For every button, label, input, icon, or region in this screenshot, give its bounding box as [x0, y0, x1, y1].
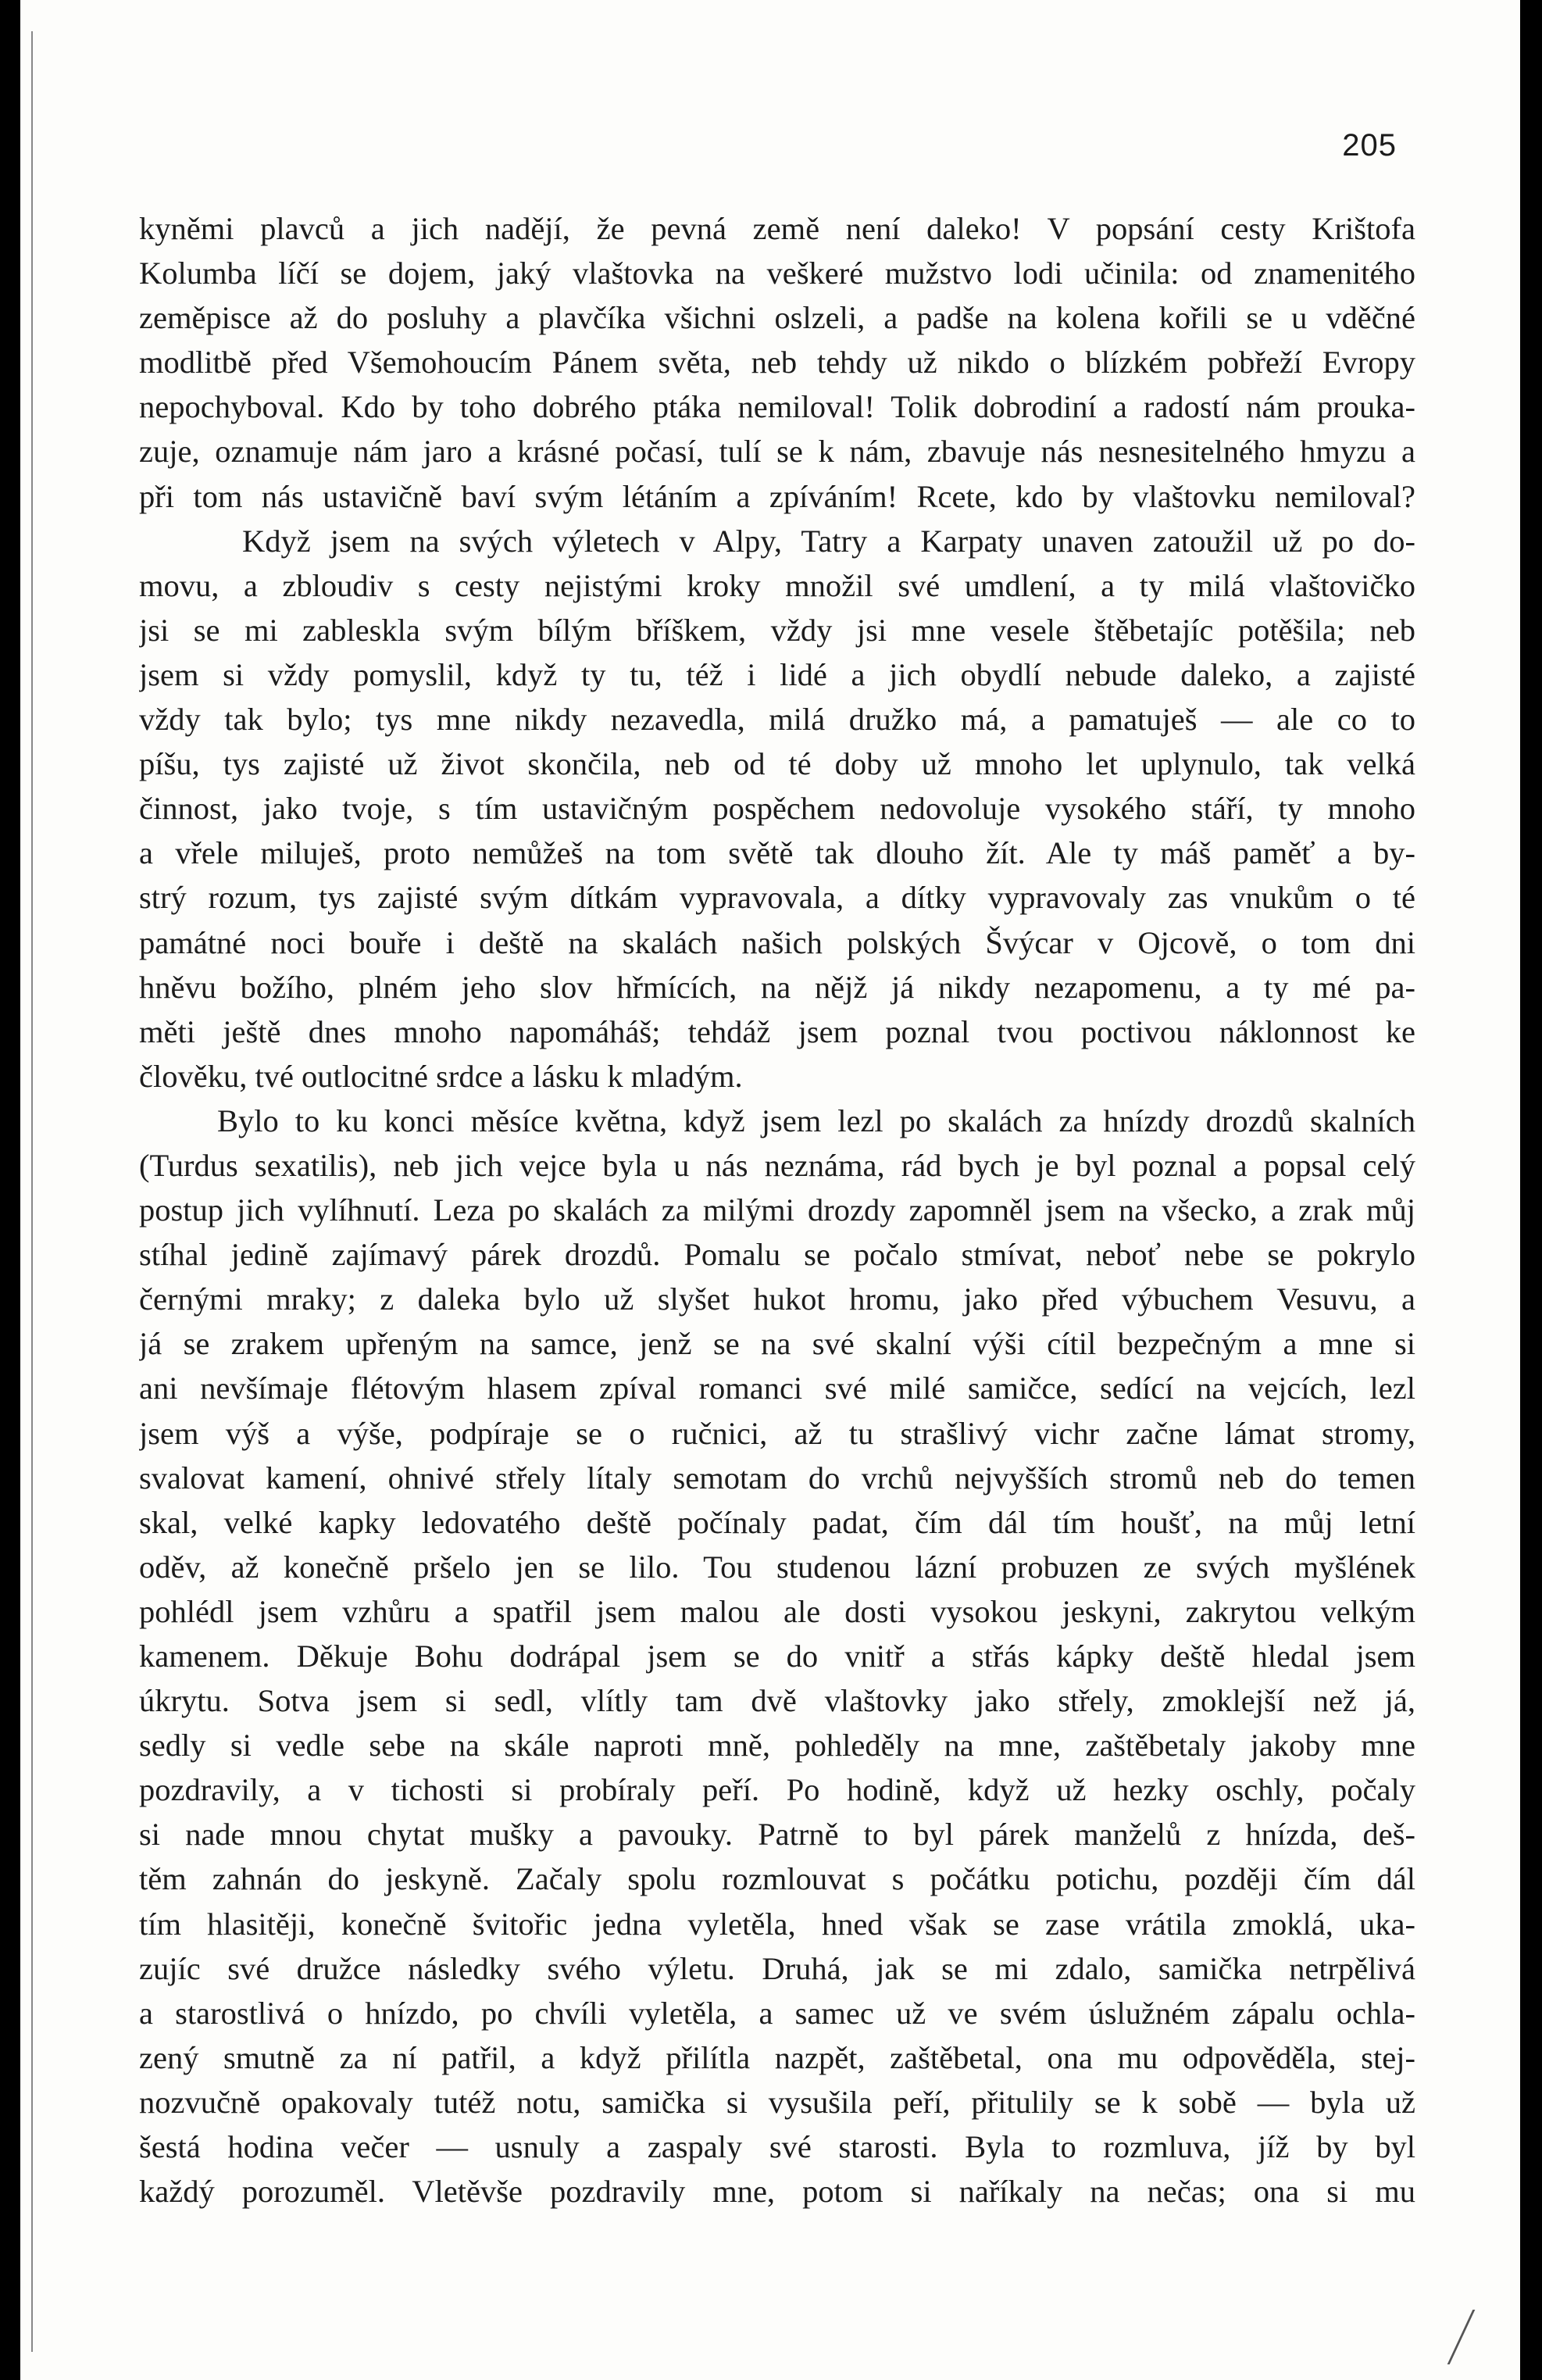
text-line: šestá hodina večer — usnuly a zaspaly své starosti. Byla to rozmluva, jíž by byl — [139, 2129, 1415, 2165]
text-line: zuje, oznamuje nám jaro a krásné počasí, tulí se k nám, zbavuje nás nesnesitelného hmyzu a — [139, 434, 1415, 470]
text-line: památné noci bouře i deště na skalách našich polských Švýcar v Ojcově, o tom dni — [139, 924, 1415, 960]
text-line: těm zahnán do jeskyně. Začaly spolu rozmlouvat s počátku potichu, později čím dál — [139, 1861, 1415, 1897]
text-line: jsem si vždy pomyslil, když ty tu, též i lidé a jich obydlí nebude daleko, a zajisté — [139, 656, 1415, 692]
text-line: jsem výš a výše, podpíraje se o ručnici, až tu strašlivý vichr začne lámat stromy, — [139, 1415, 1415, 1451]
text-line: já se zrakem upřeným na samce, jenž se na své skalní výši cítil bezpečným a mne si — [139, 1326, 1415, 1362]
text-line: sedly si vedle sebe na skále naproti mně, pohleděly na mne, zaštěbetaly jakoby mne — [139, 1728, 1415, 1764]
text-line: zeměpisce až do posluhy a plavčíka všichni oslzeli, a padše na kolena kořili se u vděčné — [139, 300, 1415, 336]
text-line: činnost, jako tvoje, s tím ustavičným pospěchem nedovoluje vysokého stáří, ty mnoho — [139, 791, 1415, 827]
text-line: (Turdus sexatilis), neb jich vejce byla u nás neznáma, rád bych je byl poznal a popsal celý — [139, 1147, 1415, 1183]
text-line: ani nevšímaje flétovým hlasem zpíval romanci své milé samičce, sedící na vejcích, lezl — [139, 1370, 1415, 1406]
text-line: modlitbě před Všemohoucím Pánem světa, neb tehdy už nikdo o blízkém pobřeží Evropy — [139, 345, 1415, 381]
text-line: si nade mnou chytat mušky a pavouky. Patrně to byl párek manželů z hnízda, deš- — [139, 1817, 1415, 1853]
text-line: měti ještě dnes mnoho napomáháš; tehdáž jsem poznal tvou poctivou náklonnost ke — [139, 1013, 1415, 1049]
text-line: stíhal jedině zajímavý párek drozdů. Pomalu se počalo stmívat, neboť nebe se pokrylo — [139, 1237, 1415, 1273]
text-line: movu, a zbloudiv s cesty nejistými kroky množil své umdlení, a ty milá vlaštovičko — [139, 567, 1415, 603]
text-line: oděv, až konečně pršelo jen se lilo. Tou studenou lázní probuzen ze svých myšlének — [139, 1549, 1415, 1585]
text-line: strý rozum, tys zajisté svým dítkám vypravovala, a dítky vypravovaly zas vnukům o té — [139, 880, 1415, 916]
book-page — [20, 0, 1520, 2380]
text-line: a starostlivá o hnízdo, po chvíli vyletěla, a samec už ve svém úslužném zápalu ochla- — [139, 1995, 1415, 2031]
text-line: hněvu božího, plném jeho slov hřmících, na nějž já nikdy nezapomenu, a ty mé pa- — [139, 969, 1415, 1005]
paragraph-last-line: člověku, tvé outlocitné srdce a lásku k mladým. — [139, 1058, 743, 1094]
text-line: nepochyboval. Kdo by toho dobrého ptáka nemiloval! Tolik dobrodiní a radostí nám prouka- — [139, 389, 1415, 425]
text-line: pohlédl jsem vzhůru a spatřil jsem malou ale dosti vysokou jeskyni, zakrytou velkým — [139, 1593, 1415, 1629]
text-line: vždy tak bylo; tys mne nikdy nezavedla, milá družko má, a pamatuješ — ale co to — [139, 702, 1415, 738]
page-corner-mark — [1447, 2310, 1515, 2364]
text-line: nozvučně opakovaly tutéž notu, samička si vysušila peří, přitulily se k sobě — byla už — [139, 2084, 1415, 2120]
text-line: svalovat kamení, ohnivé střely lítaly semotam do vrchů nejvyšších stromů neb do temen — [139, 1460, 1415, 1496]
text-line: jsi se mi zableskla svým bílým bříškem, vždy jsi mne vesele štěbetajíc potěšila; neb — [139, 612, 1415, 648]
page-edge-shadow — [31, 31, 33, 2352]
text-line: a vřele miluješ, proto nemůžeš na tom světě tak dlouho žít. Ale ty máš paměť a by- — [139, 835, 1415, 871]
text-line: tím hlasitěji, konečně švitořic jedna vyletěla, hned však se zase vrátila zmoklá, uka- — [139, 1906, 1415, 1942]
text-line: každý porozuměl. Vletěvše pozdravily mne, potom si naříkaly na nečas; ona si mu — [139, 2174, 1415, 2210]
text-line: postup jich vylíhnutí. Leza po skalách za milými drozdy zapomněl jsem na všecko, a zrak můj — [139, 1192, 1415, 1228]
text-line: zujíc své družce následky svého výletu. Druhá, jak se mi zdalo, samička netrpělivá — [139, 1950, 1415, 1986]
text-line: skal, velké kapky ledovatého deště počínaly padat, čím dál tím houšť, na můj letní — [139, 1504, 1415, 1540]
text-line: pozdravily, a v tichosti si probíraly peří. Po hodině, když už hezky oschly, počaly — [139, 1772, 1415, 1808]
text-line: kyněmi plavců a jich nadějí, že pevná země není daleko! V popsání cesty Krištofa — [139, 211, 1415, 246]
text-line: Kolumba líčí se dojem, jaký vlaštovka na veškeré mužstvo lodi učinila: od znamenitého — [139, 256, 1415, 291]
paragraph-first-line: Když jsem na svých výletech v Alpy, Tatry a Karpaty unaven zatoužil už po do- — [242, 523, 1415, 559]
text-line: úkrytu. Sotva jsem si sedl, vlítly tam dvě vlaštovky jako střely, zmoklejší než já, — [139, 1683, 1415, 1719]
text-line: kamenem. Děkuje Bohu dodrápal jsem se do vnitř a střás kápky deště hledal jsem — [139, 1638, 1415, 1674]
body-text — [139, 206, 1415, 2214]
text-line: černými mraky; z daleka bylo už slyšet hukot hromu, jako před výbuchem Vesuvu, a — [139, 1281, 1415, 1317]
paragraph-first-line: Bylo to ku konci měsíce května, když jsem lezl po skalách za hnízdy drozdů skalních — [217, 1102, 1415, 1138]
page-number: 205 — [1342, 128, 1397, 163]
text-line: při tom nás ustavičně baví svým létáním a zpíváním! Rcete, kdo by vlaštovku nemiloval? — [139, 478, 1415, 514]
text-line: píšu, tys zajisté už život skončila, neb od té doby už mnoho let uplynulo, tak velká — [139, 746, 1415, 782]
text-line: zený smutně za ní patřil, a když přilítla nazpět, zaštěbetal, ona mu odpověděla, stej- — [139, 2039, 1415, 2075]
